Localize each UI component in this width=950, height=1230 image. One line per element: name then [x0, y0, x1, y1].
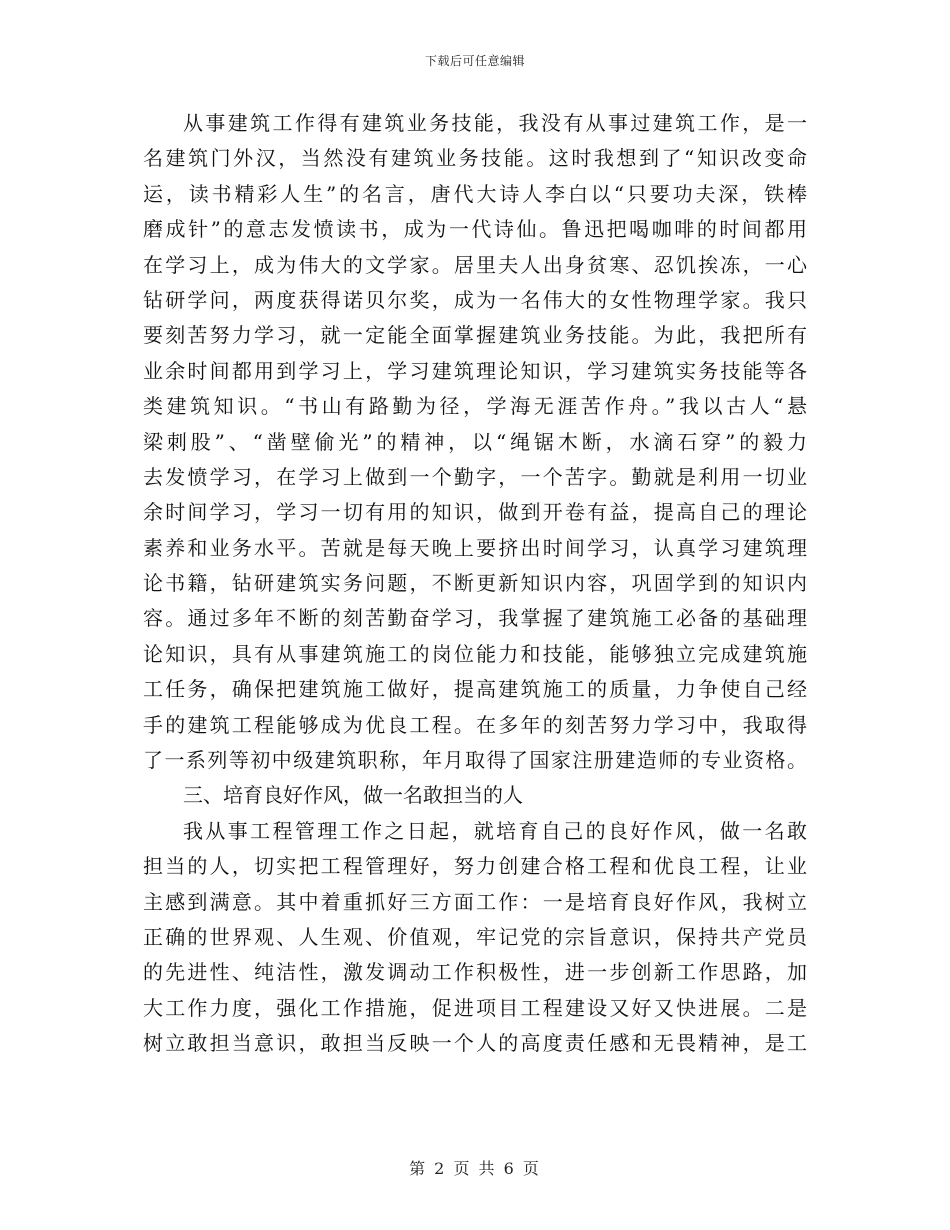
paragraph-line: 我从事工程管理工作之日起，就培育自己的良好作风，做一名敢	[183, 818, 807, 843]
paragraph-line: 的先进性、纯洁性，激发调动工作积极性，进一步创新工作思路，加	[143, 960, 807, 985]
paragraph-line: 正确的世界观、人生观、价值观，牢记党的宗旨意识，保持共产党员	[143, 924, 807, 949]
document-body	[143, 106, 807, 1062]
paragraph-line: 树立敢担当意识，敢担当反映一个人的高度责任感和无畏精神，是工	[143, 1031, 807, 1056]
paragraph-line: 论书籍，钻研建筑实务问题，不断更新知识内容，巩固学到的知识内	[143, 571, 807, 596]
paragraph-line: 名建筑门外汉，当然没有建筑业务技能。这时我想到了“知识改变命	[143, 146, 807, 171]
paragraph-line: 余时间学习，学习一切有用的知识，做到开卷有益，提高自己的理论	[143, 500, 807, 525]
paragraph-line: 担当的人，切实把工程管理好，努力创建合格工程和优良工程，让业	[143, 854, 807, 879]
paragraph-line: 从事建筑工作得有建筑业务技能，我没有从事过建筑工作，是一	[183, 111, 807, 135]
page-number-footer: 第 2 页 共 6 页	[409, 1159, 541, 1178]
paragraph-line: 运，读书精彩人生”的名言，唐代大诗人李白以“只要功夫深，铁棒	[143, 181, 807, 206]
paragraph-line: 梁刺股”、“凿壁偷光”的精神，以“绳锯木断，水滴石穿”的毅力	[143, 429, 807, 454]
paragraph-line: 去发愤学习，在学习上做到一个勤字，一个苦字。勤就是利用一切业	[143, 464, 807, 489]
paragraph-line: 大工作力度，强化工作措施，促进项目工程建设又好又快进展。二是	[143, 995, 807, 1020]
paragraph-line: 论知识，具有从事建筑施工的岗位能力和技能，能够独立完成建筑施	[143, 641, 807, 666]
paragraph-line: 在学习上，成为伟大的文学家。居里夫人出身贫寒、忍饥挨冻，一心	[143, 252, 807, 277]
paragraph-line: 了一系列等初中级建筑职称，年月取得了国家注册建造师的专业资格。	[143, 748, 807, 773]
paragraph-line: 手的建筑工程能够成为优良工程。在多年的刻苦努力学习中，我取得	[143, 712, 807, 737]
paragraph-line: 容。通过多年不断的刻苦勤奋学习，我掌握了建筑施工必备的基础理	[143, 606, 807, 631]
paragraph-line: 三、培育良好作风，做一名敢担当的人	[183, 783, 523, 808]
page-header-note: 下载后可任意编辑	[424, 54, 525, 68]
paragraph-line: 类建筑知识。“书山有路勤为径，学海无涯苦作舟。”我以古人“悬	[143, 394, 807, 419]
paragraph-line: 磨成针”的意志发愤读书，成为一代诗仙。鲁迅把喝咖啡的时间都用	[143, 217, 807, 242]
paragraph-line: 钻研学问，两度获得诺贝尔奖，成为一名伟大的女性物理学家。我只	[143, 287, 807, 312]
paragraph-line: 业余时间都用到学习上，学习建筑理论知识，学习建筑实务技能等各	[143, 358, 807, 383]
paragraph-line: 要刻苦努力学习，就一定能全面掌握建筑业务技能。为此，我把所有	[143, 323, 807, 348]
paragraph-line: 工任务，确保把建筑施工做好，提高建筑施工的质量，力争使自己经	[143, 677, 807, 702]
paragraph-line: 素养和业务水平。苦就是每天晚上要挤出时间学习，认真学习建筑理	[143, 535, 807, 560]
paragraph-line: 主感到满意。其中着重抓好三方面工作：一是培育良好作风，我树立	[143, 889, 807, 914]
